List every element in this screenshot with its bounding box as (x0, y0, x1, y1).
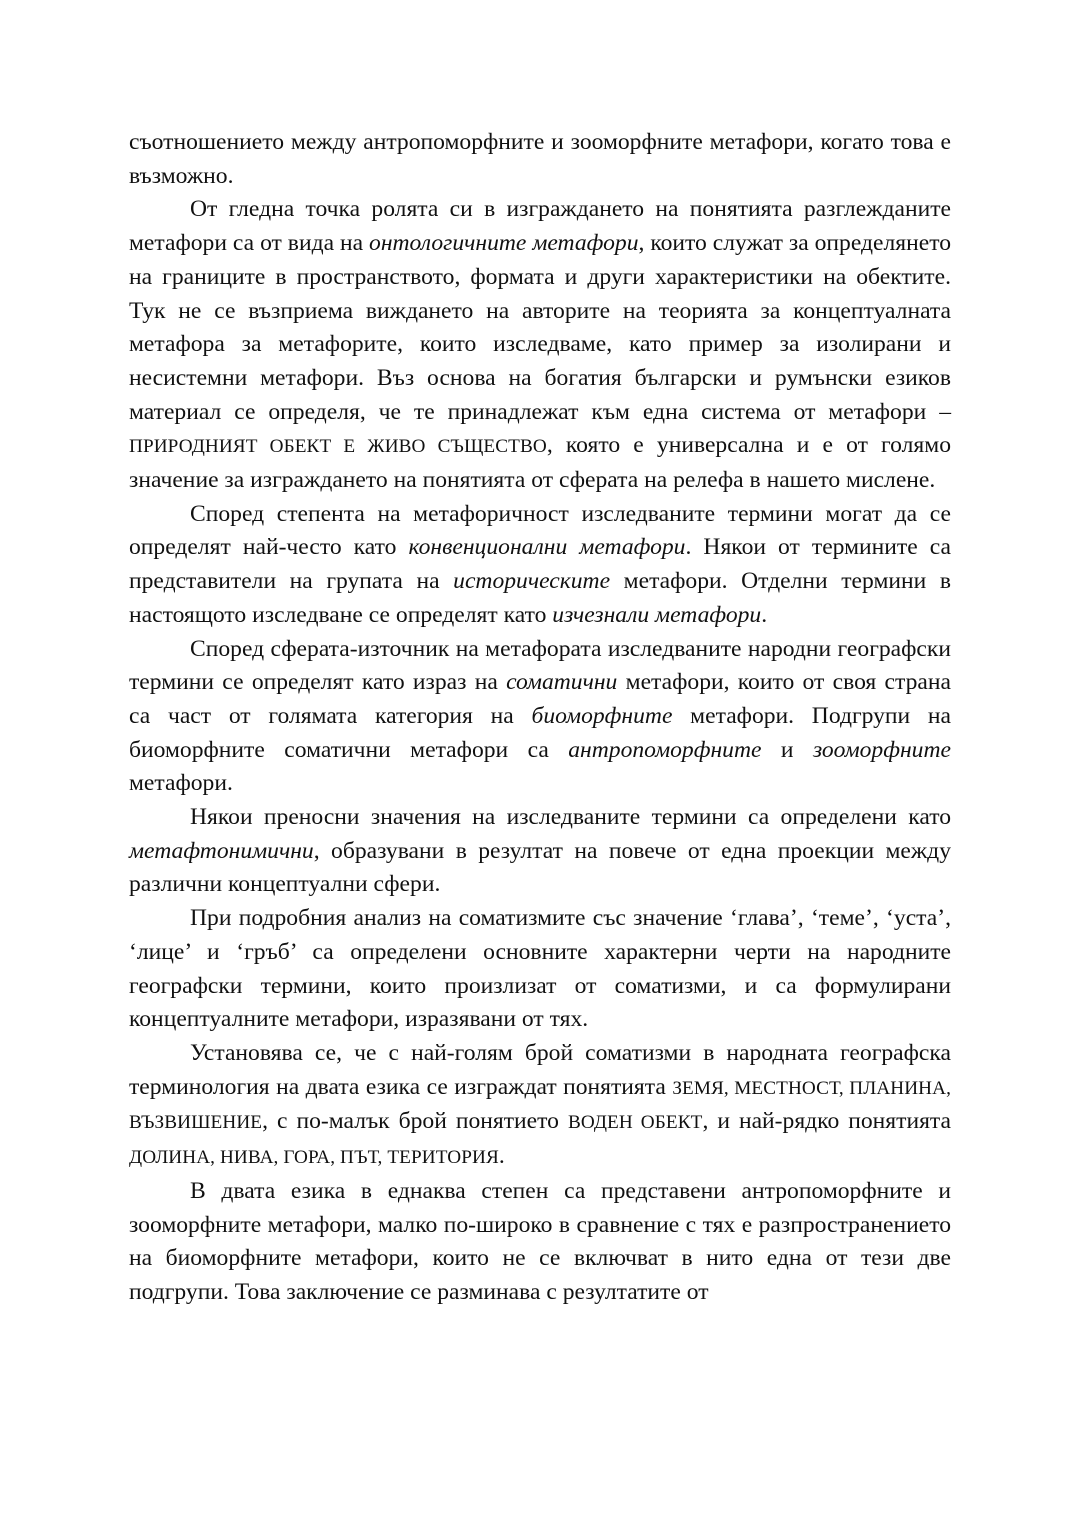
italic-term: онтологичните метафори (369, 230, 639, 257)
text-run: , които служат за определянето на границите в пространството, формата и други характеристики на обектите. Тук не се възприема виждането на авторите на теорията за концептуалната метафора за метафорите, които изследваме, като пример за изолирани и несистемни метафори. Въз основа на богатия български и румънски езиков материал се определя, че те принадлежат към една система от метафори – (129, 230, 951, 425)
text-run: и (761, 736, 813, 763)
text-run: съотношението между антропоморфните и зооморфните метафори, когато това е възможно. (129, 129, 951, 189)
text-run: , с по-малък брой понятието (262, 1108, 568, 1135)
text-run: . Някои от термините са представители на групата на (129, 534, 951, 595)
paragraph-1 (129, 126, 951, 193)
italic-term: конвенционални метафори (408, 534, 686, 561)
small-caps-concept: ПРИРОДНИЯТ ОБЕКТ Е ЖИВО СЪЩЕСТВО (129, 436, 547, 458)
italic-term: историческите (453, 568, 611, 595)
text-run: метафори. Подгрупи на биоморфните соматични метафори са (129, 702, 952, 763)
italic-term: изчезнали метафори (552, 601, 762, 628)
text-run: Установява се, че с най-голям брой соматизми в народната географска терминология на двата езика се изграждат понятията (129, 1039, 951, 1100)
text-run: метафори. (129, 770, 233, 797)
text-run: От гледна точка ролята си в изграждането на понятията разглежданите метафори са от вида на (129, 196, 951, 257)
text-run: При подробния анализ на соматизмите със значение ‘глава’, ‘теме’, ‘уста’, ‘лице’ и ‘гръб’ са определени основните характерни черти на народните географски термини, които произлизат от соматизми, и са формулирани концептуалните метафори, изразявани от тях. (129, 905, 951, 1033)
text-run: , която е универсална и е от голямо значение за изграждането на понятията от сферата на релефа в нашето мислене. (129, 432, 951, 494)
paragraph-4 (129, 633, 951, 802)
text-run: метафори, които от своя страна са част от голямата категория на (129, 669, 951, 729)
small-caps-concept: ВОДЕН ОБЕКТ (567, 1112, 703, 1134)
text-run: , и най-рядко понятията (702, 1108, 952, 1135)
paragraph-3 (129, 498, 951, 633)
italic-term: метафтонимични (129, 837, 314, 864)
paragraph-6 (129, 902, 951, 1037)
text-run: . (498, 1143, 505, 1170)
text-run: . (761, 601, 768, 628)
text-run: Според степента на метафоричност изследваните термини могат да се определят най-често като (129, 500, 951, 561)
small-caps-concept: ЗЕМЯ, МЕСТНОСТ, ПЛАНИНА, ВЪЗВИШЕНИЕ (129, 1077, 951, 1134)
text-run: , образувани в резултат на повече от една проекции между различни концептуални сфери. (129, 837, 951, 898)
document-page (129, 126, 951, 1310)
text-run: Някои преносни значения на изследваните термини са определени като (190, 804, 951, 831)
italic-term: антропоморфните (568, 736, 762, 763)
text-run: В двата езика в еднаква степен са представени антропоморфните и зооморфните метафори, малко по-широко в сравнение с тях е разпространението на биоморфните метафори, които не се включват в нито една от тези две подгрупи. Това заключение се разминава с резултатите от (129, 1177, 951, 1305)
italic-term: биоморфните (531, 702, 673, 729)
paragraph-5 (129, 801, 951, 902)
paragraph-8 (129, 1175, 951, 1310)
small-caps-concept: ДОЛИНА, НИВА, ГОРА, ПЪТ, ТЕРИТОРИЯ (129, 1147, 499, 1169)
paragraph-7 (129, 1037, 951, 1175)
italic-term: зооморфните (812, 736, 951, 763)
text-run: Според сферата-източник на метафората изследваните народни географски термини се определят като израз на (129, 635, 951, 696)
paragraph-2 (129, 193, 951, 497)
text-run: метафори. Отделни термини в настоящото изследване се определят като (129, 568, 952, 628)
italic-term: соматични (506, 669, 618, 696)
